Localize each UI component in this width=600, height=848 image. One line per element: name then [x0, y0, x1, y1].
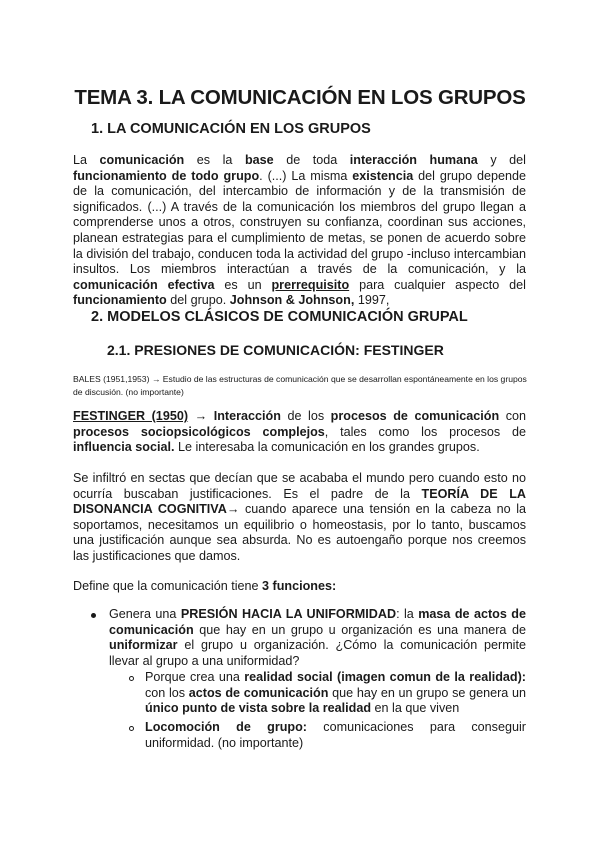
- bales-note: BALES (1951,1953) → Estudio de las estructuras de comunicación que se desarrollan espontáneamente en los grupos de discusión. (no importante): [73, 374, 527, 397]
- section-1-heading: 1. LA COMUNICACIÓN EN LOS GRUPOS: [91, 121, 371, 137]
- subsection-2-1-heading: 2.1. PRESIONES DE COMUNICACIÓN: FESTINGER: [107, 342, 444, 358]
- bullet-icon: [91, 613, 96, 618]
- sub-bullet-icon: [129, 676, 134, 681]
- disonancia-paragraph: Se infiltró en sectas que decían que se acababa el mundo pero cuando esto no ocurría buscaban justificaciones. Es el padre de la TEORÍA DE LA DISONANCIA COGNITIVA→ cuando aparece una tensión en la cabeza no la soportamos, necesitamos un equilibrio o homeostasis, por lo tanto, buscamos una justificación aunque sea absurda. No es autoengaño porque nos creemos las justificaciones que damos.: [73, 471, 527, 563]
- sub-bullet-realidad-social: Porque crea una realidad social (imagen comun de la realidad): con los actos de comunicación que hay en un grupo se genera un único punto de vista sobre la realidad en la que viven: [145, 670, 526, 716]
- section-1-paragraph: La comunicación es la base de toda interacción humana y del funcionamiento de todo grupo. (...) La misma existencia del grupo depende de la comunicación, del intercambio de información y de la transmisión de significados. (...) A través de la comunicación los miembros del grupo llegan a comprenderse unos a otros, construyen su confianza, coordinan sus acciones, planean estrategias para el cumplimiento de metas, se ponen de acuerdo sobre la división del trabajo, conducen toda la actividad del grupo -incluso intercambian insultos. Los miembros interactúan a través de la comunicación, y la comunicación efectiva es un prerrequisito para cualquier aspecto del funcionamiento del grupo. Johnson & Johnson, 1997,: [73, 153, 527, 308]
- section-2-heading: 2. MODELOS CLÁSICOS DE COMUNICACIÓN GRUPAL: [91, 309, 468, 325]
- funciones-paragraph: Define que la comunicación tiene 3 funciones:: [73, 579, 337, 593]
- page-title: TEMA 3. LA COMUNICACIÓN EN LOS GRUPOS: [74, 86, 526, 109]
- festinger-paragraph: FESTINGER (1950) → Interacción de los procesos de comunicación con procesos sociopsicológicos complejos, tales como los procesos de influencia social. Le interesaba la comunicación en los grandes grupos.: [73, 409, 526, 455]
- bullet-uniformidad: Genera una PRESIÓN HACIA LA UNIFORMIDAD: la masa de actos de comunicación que hay en un grupo u organización es una manera de uniformizar el grupo u organización. ¿Cómo la comunicación permite llevar al grupo a una uniformidad?: [109, 607, 526, 668]
- sub-bullet-locomocion: Locomoción de grupo: comunicaciones para conseguir uniformidad. (no importante): [145, 720, 526, 750]
- sub-bullet-icon: [129, 726, 134, 731]
